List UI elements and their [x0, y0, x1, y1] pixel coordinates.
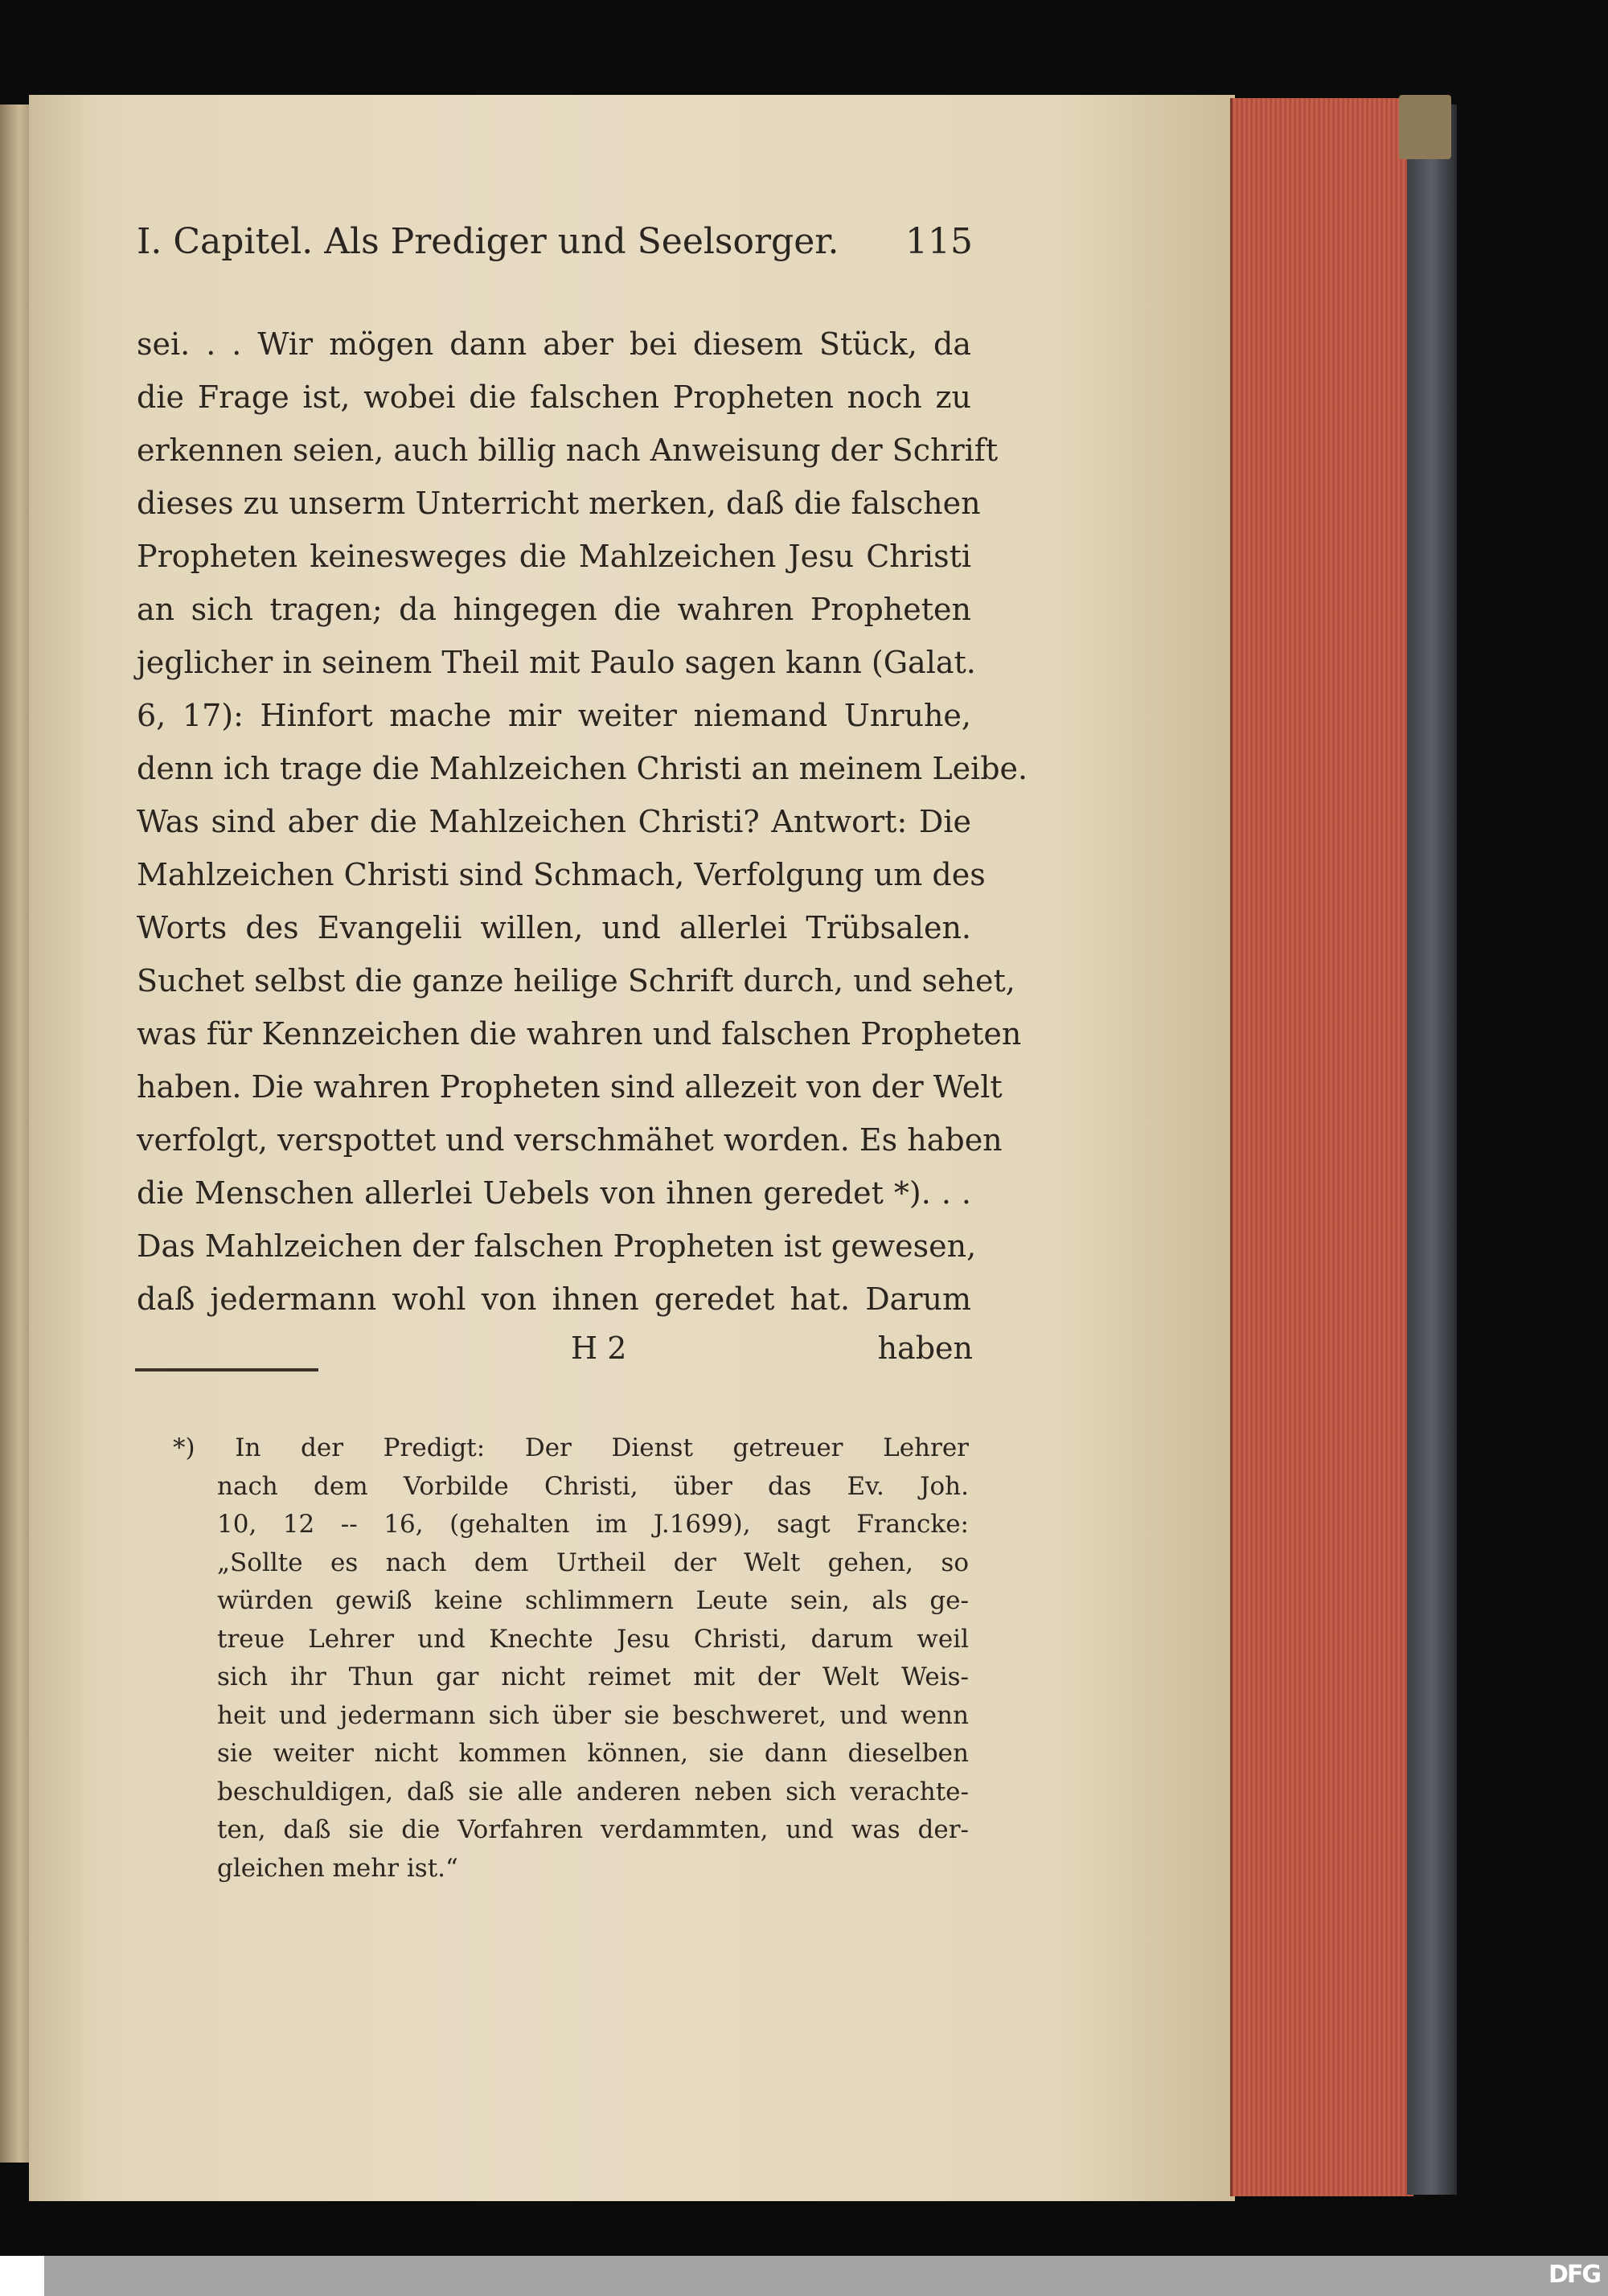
page-number: 115 — [905, 221, 973, 262]
footnote-line: treue Lehrer und Knechte Jesu Christi, darum weil — [217, 1624, 969, 1654]
running-header — [137, 221, 973, 262]
running-title: I. Capitel. Als Prediger und Seelsorger. — [137, 221, 839, 262]
body-line: 6, 17): Hinfort mache mir weiter niemand Unruhe, — [137, 698, 971, 733]
body-line: Was sind aber die Mahlzeichen Christi? Antwort: Die — [137, 804, 971, 839]
body-line: Worts des Evangelii willen, und allerlei Trübsalen. — [137, 910, 971, 945]
body-line: denn ich trage die Mahlzeichen Christi an meinem Leibe. — [137, 751, 1028, 786]
body-line: Das Mahlzeichen der falschen Propheten ist gewesen, — [137, 1228, 977, 1264]
body-line: daß jedermann wohl von ihnen geredet hat. Darum — [137, 1281, 971, 1317]
body-line: haben. Die wahren Propheten sind allezeit von der Welt — [137, 1069, 1003, 1105]
cover-corner — [1399, 95, 1451, 159]
body-line: Suchet selbst die ganze heilige Schrift durch, und sehet, — [137, 963, 1015, 998]
red-page-edges — [1230, 98, 1413, 2196]
signature-mark: H 2 — [571, 1330, 627, 1366]
body-line: dieses zu unserm Unterricht merken, daß die falschen — [137, 486, 981, 521]
footnote-line: nach dem Vorbilde Christi, über das Ev. Joh. — [217, 1471, 969, 1501]
viewer-footer-bar — [0, 2256, 1608, 2296]
body-line: sei. . . Wir mögen dann aber bei diesem Stück, da — [137, 326, 971, 362]
footnote-line: beschuldigen, daß sie alle anderen neben sich verachte- — [217, 1777, 969, 1806]
footnote-line: würden gewiß keine schlimmern Leute sein, als ge- — [217, 1586, 969, 1615]
body-line: die Menschen allerlei Uebels von ihnen geredet *). . . — [137, 1175, 971, 1211]
body-text — [137, 318, 1028, 1326]
footnote — [173, 1429, 969, 1888]
facing-page-edge — [0, 105, 32, 2163]
body-line: an sich tragen; da hingegen die wahren Propheten — [137, 592, 971, 627]
footnote-line: 10, 12 -- 16, (gehalten im J.1699), sagt Francke: — [217, 1510, 969, 1539]
footnote-line: gleichen mehr ist.“ — [217, 1853, 458, 1883]
footnote-line: *) In der Predigt: Der Dienst getreuer Lehrer — [173, 1433, 969, 1462]
body-line: was für Kennzeichen die wahren und falschen Propheten — [137, 1016, 1022, 1052]
footnote-rule — [135, 1368, 318, 1371]
body-line: Mahlzeichen Christi sind Schmach, Verfolgung um des — [137, 857, 986, 892]
footnote-line: heit und jedermann sich über sie beschweret, und wenn — [217, 1700, 969, 1730]
book-cover — [1407, 105, 1457, 2195]
signature-line — [137, 1330, 973, 1379]
body-line: jeglicher in seinem Theil mit Paulo sagen kann (Galat. — [137, 645, 976, 680]
footnote-line: ten, daß sie die Vorfahren verdammten, und was der- — [217, 1815, 969, 1844]
body-line: erkennen seien, auch billig nach Anweisung der Schrift — [137, 433, 999, 468]
catchword: haben — [877, 1330, 973, 1366]
library-logo-icon — [0, 2256, 44, 2296]
body-line: Propheten keinesweges die Mahlzeichen Jesu Christi — [137, 539, 971, 574]
dfg-logo: DFG — [1548, 2261, 1600, 2289]
footnote-line: sich ihr Thun gar nicht reimet mit der Welt Weis- — [217, 1663, 969, 1691]
body-line: verfolgt, verspottet und verschmähet worden. Es haben — [137, 1122, 1003, 1158]
body-line: die Frage ist, wobei die falschen Propheten noch zu — [137, 379, 971, 415]
footnote-line: „Sollte es nach dem Urtheil der Welt gehen, so — [217, 1548, 969, 1577]
footnote-line: sie weiter nicht kommen können, sie dann dieselben — [217, 1739, 969, 1768]
